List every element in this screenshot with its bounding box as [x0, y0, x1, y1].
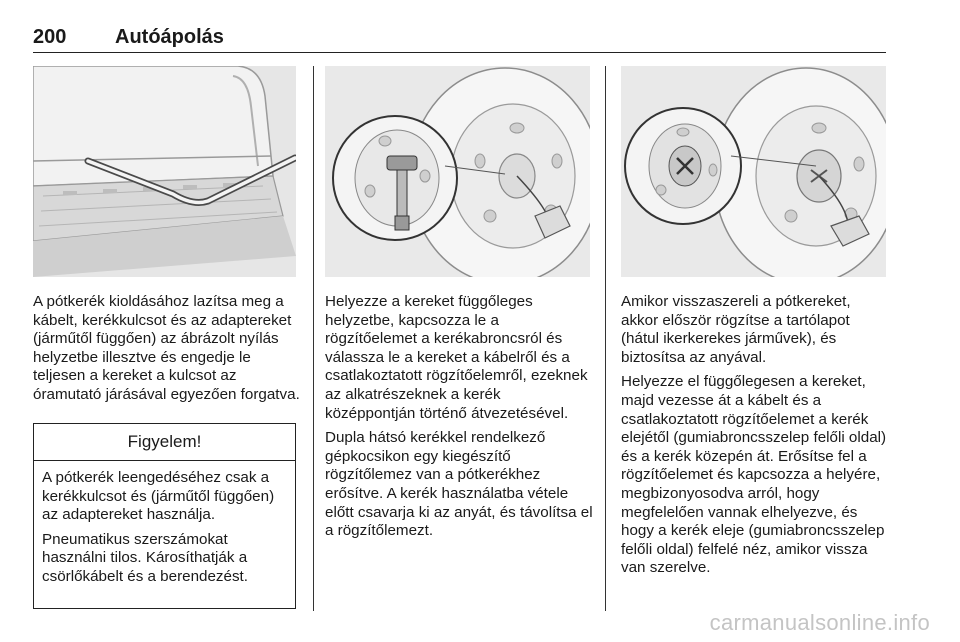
column-1-text [33, 293, 301, 411]
wrench-release-illustration [33, 66, 296, 277]
wheel-cable-drawing [325, 66, 590, 277]
wheel-reinstall-drawing [621, 66, 886, 277]
page-header [33, 22, 886, 53]
column-2-text [325, 293, 593, 547]
warning-body [34, 461, 295, 587]
warning-paragraph-2: Pneumatikus szerszámokat használni tilos. Károsíthatják a csörlőkábelt és a berendezést. [42, 530, 248, 585]
wheel-reinstall-illustration [621, 66, 886, 277]
col1-paragraph-1: A pótkerék kioldásához lazítsa meg a kábelt, kerékkulcsot és az adaptereket (járműtől függően) az ábrázolt nyílás helyzetbe illesztve és engedje le teljesen a kereket a kulcsot az óramutató járásával egyezően forgatva. [33, 293, 300, 403]
watermark: carmanualsonline.info [709, 610, 930, 635]
column-divider-1 [313, 66, 314, 611]
warning-title: Figyelem! [34, 424, 295, 461]
warning-paragraph-1: A pótkerék leengedéséhez csak a kerékkulcsot és (járműtől függően) az adaptereket használja. [42, 469, 275, 524]
column-3-text [621, 293, 889, 584]
warning-box [33, 423, 296, 609]
page-number: 200 [33, 26, 67, 48]
col3-paragraph-2: Helyezze el függőlegesen a kereket, majd vezesse át a kábelt és a csatlakoztatott rögzítőelemet a kerék elejétől (gumiabroncsszelep felőli oldal) és a kerék közepén át. Erősítse fel a rögzítőelemet és kapcsozza a helyére, megbizonyosodva arról, hogy megfelelően vannak elhelyezve, és hogy a kerék eleje (gumiabroncsszelep felőli oldal) felfelé néz, amikor vissza van szerelve. [621, 373, 887, 577]
section-title: Autóápolás [115, 26, 224, 48]
wheel-cable-removal-illustration [325, 66, 590, 277]
wrench-release-drawing [33, 66, 296, 277]
col2-paragraph-2: Dupla hátsó kerékkel rendelkező gépkocsikon egy kiegészítő rögzítőlemez van a pótkerékhez erősítve. A kerék használatba vétele előtt csavarja ki az anyát, és távolítsa el a rögzítőlemezt. [325, 429, 593, 540]
col3-paragraph-1: Amikor visszaszereli a pótkereket, akkor először rögzítse a tartólapot (hátul ikerkerekes járművek), és biztosítsa az anyával. [621, 293, 851, 366]
col2-paragraph-1: Helyezze a kereket függőleges helyzetbe, kapcsozza le a rögzítőelemet a kerékabroncsról és válassza le a kereket a kábelről és a csatlakoztatott rögzítőelemről, ezeknek az alkatrészeknek a kerék középpontján történő átvezetésével. [325, 293, 588, 422]
column-divider-2 [605, 66, 606, 611]
